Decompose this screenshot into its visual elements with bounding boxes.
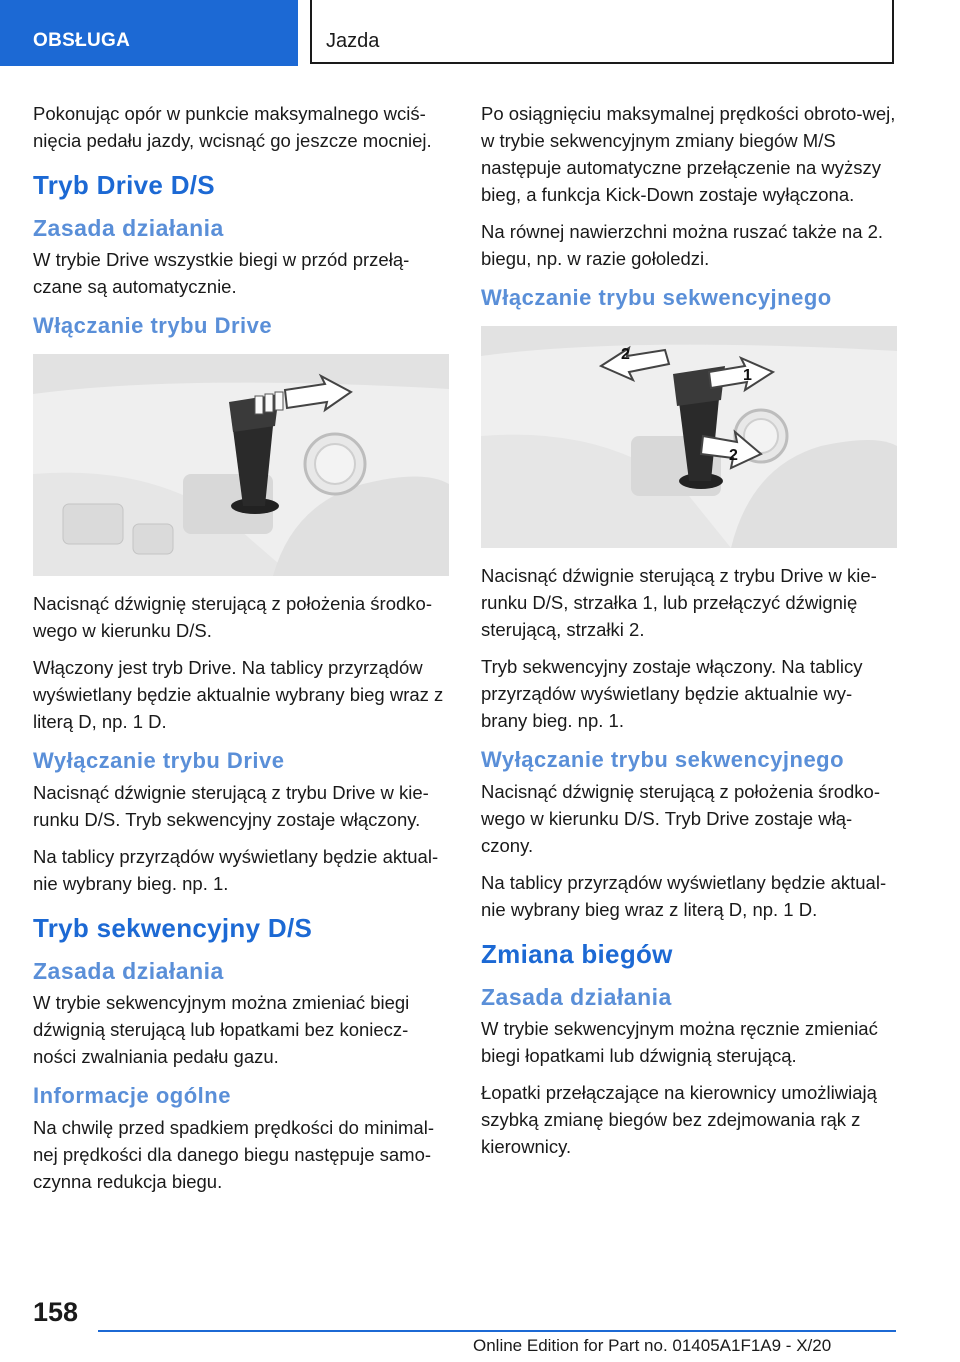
footer-edition: Online Edition for Part no. 01405A1F1A9 - X/20: [473, 1336, 832, 1355]
section-tab: OBSŁUGA: [0, 0, 298, 66]
paragraph-kickdown: Pokonując opór w punkcie maksymalnego wciś‐nięcia pedału jazdy, wcisnąć go jeszcze mocniej.: [33, 103, 432, 151]
paragraph-zasada-zmiana: W trybie sekwencyjnym można ręcznie zmieniać biegi łopatkami lub dźwignią sterującą.: [481, 1018, 878, 1066]
paragraph-nacisnac-sekwencyjny: Nacisnąć dźwignie sterującą z trybu Drive w kie‐runku D/S, strzałka 1, lub przełączyć dźwignię sterującą, strzałki 2.: [481, 565, 877, 640]
heading-tryb-sekwencyjny: Tryb sekwencyjny D/S: [33, 913, 313, 943]
paragraph-zasada-sekwencyjny: W trybie sekwencyjnym można zmieniać biegi dźwignią sterującą lub łopatkami bez koniecz‐ności zwalniania pedału gazu.: [33, 992, 410, 1067]
heading-zasada-dzialania-3: Zasada działania: [481, 984, 672, 1010]
arrow-label-2-bottom: 2: [729, 447, 738, 464]
paragraph-wylaczanie-2: Na tablicy przyrządów wyświetlany będzie aktual‐nie wybrany bieg. np. 1.: [33, 846, 439, 894]
heading-tryb-drive: Tryb Drive D/S: [33, 170, 215, 200]
paragraph-rowna-nawierzchnia: Na równej nawierzchni można ruszać także na 2. biegu, np. w razie gołoledzi.: [481, 221, 884, 269]
heading-informacje-ogolne: Informacje ogólne: [33, 1083, 231, 1108]
heading-zasada-dzialania: Zasada działania: [33, 215, 224, 241]
paragraph-informacje: Na chwilę przed spadkiem prędkości do minimal‐nej prędkości dla danego biegu następuje samo‐czynna redukcja biegu.: [33, 1117, 434, 1192]
heading-wlaczanie-sekwencyjnego: Włączanie trybu sekwencyjnego: [481, 285, 832, 310]
page-header: [0, 0, 960, 66]
paragraph-nacisnac-drive: Nacisnąć dźwignię sterującą z położenia środko‐wego w kierunku D/S.: [33, 593, 432, 641]
heading-zasada-dzialania-2: Zasada działania: [33, 958, 224, 984]
right-column: [481, 100, 897, 1170]
paragraph-max-rpm: Po osiągnięciu maksymalnej prędkości obroto‐wej, w trybie sekwencyjnym zmiany biegów M/S następuje automatyczne przełączenie na wyższy bieg, a funkcja Kick-Down zostaje wyłączona.: [481, 103, 896, 205]
gear-selector-sequential-illustration: [481, 326, 897, 548]
paragraph-lopatki: Łopatki przełączające na kierownicy umożliwiają szybką zmianę biegów bez zdejmowania rąk z kierownicy.: [481, 1082, 877, 1157]
paragraph-wlaczony-drive: Włączony jest tryb Drive. Na tablicy przyrządów wyświetlany będzie aktualnie wybrany bieg wraz z literą D, np. 1 D.: [33, 657, 444, 732]
page-number: 158: [33, 1297, 79, 1327]
heading-wylaczanie-drive: Wyłączanie trybu Drive: [33, 748, 285, 773]
gear-lever-drive-image: [33, 354, 449, 576]
paragraph-wylaczanie-sekw-1: Nacisnąć dźwignię sterującą z położenia środko‐wego w kierunku D/S. Tryb Drive zostaje włą‐czony.: [481, 781, 880, 856]
chapter-title: Jazda: [310, 0, 894, 64]
paragraph-wylaczanie-1: Nacisnąć dźwignie sterującą z trybu Drive w kie‐runku D/S. Tryb sekwencyjny zostaje włączony.: [33, 782, 429, 830]
footer-divider: [98, 1330, 896, 1332]
gear-lever-sequential-image: [481, 326, 897, 548]
paragraph-tryb-wlaczony: Tryb sekwencyjny zostaje włączony. Na tablicy przyrządów wyświetlany będzie aktualnie wy‐brany bieg. np. 1.: [481, 656, 863, 731]
left-column: [33, 100, 449, 1205]
paragraph-zasada-drive: W trybie Drive wszystkie biegi w przód przełą‐czane są automatycznie.: [33, 249, 410, 297]
gear-selector-drive-illustration: [33, 354, 449, 576]
arrow-label-2-top: 2: [621, 346, 630, 363]
heading-wlaczanie-drive: Włączanie trybu Drive: [33, 313, 273, 338]
paragraph-wylaczanie-sekw-2: Na tablicy przyrządów wyświetlany będzie aktual‐nie wybrany bieg wraz z literą D, np. 1 D.: [481, 872, 887, 920]
arrow-label-1: 1: [743, 367, 752, 384]
heading-wylaczanie-sekwencyjnego: Wyłączanie trybu sekwencyjnego: [481, 747, 845, 772]
heading-zmiana-biegow: Zmiana biegów: [481, 939, 673, 969]
